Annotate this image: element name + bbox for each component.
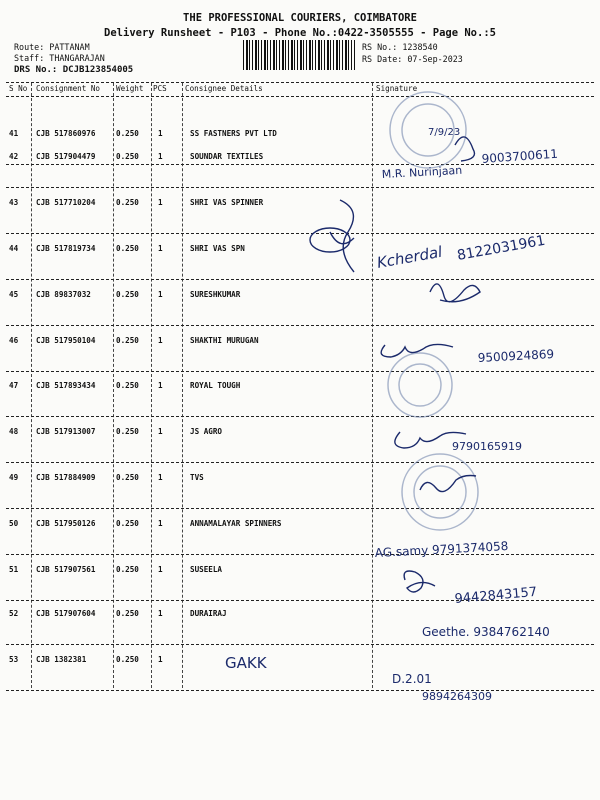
route-label: Route: PATTANAM bbox=[14, 42, 90, 52]
weight-cell: 0.250 bbox=[116, 244, 139, 253]
pcs-cell: 1 bbox=[158, 655, 163, 664]
consignee-cell: DURAIRAJ bbox=[190, 609, 227, 618]
handwritten-name: GAKK bbox=[225, 654, 267, 672]
consignment-cell: CJB 517860976 bbox=[36, 129, 96, 138]
consignee-cell: SHAKTHI MURUGAN bbox=[190, 336, 259, 345]
pcs-cell: 1 bbox=[158, 519, 163, 528]
rs-number: RS No.: 1238540 bbox=[362, 42, 438, 52]
signature-scribble bbox=[404, 571, 435, 592]
consignee-cell: SS FASTNERS PVT LTD bbox=[190, 129, 277, 138]
handwritten-phone: 9790165919 bbox=[452, 440, 522, 453]
sno-cell: 44 bbox=[9, 244, 19, 253]
row-rule bbox=[6, 279, 594, 280]
drs-number: DRS No.: DCJB123854005 bbox=[14, 65, 134, 75]
pcs-cell: 1 bbox=[158, 244, 163, 253]
rs-date: RS Date: 07-Sep-2023 bbox=[362, 54, 463, 64]
consignment-cell: CJB 517913007 bbox=[36, 427, 96, 436]
col-header-consignment: Consignment No bbox=[36, 84, 101, 93]
consignment-cell: CJB 1382381 bbox=[36, 655, 87, 664]
weight-cell: 0.250 bbox=[116, 565, 139, 574]
pcs-cell: 1 bbox=[158, 129, 163, 138]
row-rule bbox=[6, 554, 594, 555]
pcs-cell: 1 bbox=[158, 381, 163, 390]
sno-cell: 43 bbox=[9, 198, 19, 207]
col-header-sno: S No bbox=[9, 84, 28, 93]
signature-scribble bbox=[381, 344, 453, 357]
handwritten-phone: 9894264309 bbox=[422, 690, 492, 703]
consignment-cell: CJB 517904479 bbox=[36, 152, 96, 161]
pcs-cell: 1 bbox=[158, 565, 163, 574]
weight-cell: 0.250 bbox=[116, 129, 139, 138]
row-rule bbox=[6, 164, 594, 165]
col-header-consignee: Consignee Details bbox=[185, 84, 263, 93]
consignment-cell: CJB 89837032 bbox=[36, 290, 91, 299]
handwritten-phone: 9500924869 bbox=[477, 347, 555, 365]
delivery-stamp bbox=[388, 353, 452, 417]
signature-scribble bbox=[420, 476, 476, 492]
handwritten-name-phone: AG.samy 9791374058 bbox=[374, 539, 509, 560]
consignee-cell: TVS bbox=[190, 473, 204, 482]
weight-cell: 0.250 bbox=[116, 336, 139, 345]
consignment-cell: CJB 517950104 bbox=[36, 336, 96, 345]
company-title: THE PROFESSIONAL COURIERS, COIMBATORE bbox=[183, 12, 417, 24]
sno-cell: 49 bbox=[9, 473, 19, 482]
row-rule bbox=[6, 462, 594, 463]
handwritten-name-phone: Geethe. 9384762140 bbox=[422, 625, 550, 639]
pcs-cell: 1 bbox=[158, 473, 163, 482]
pcs-cell: 1 bbox=[158, 336, 163, 345]
col-divider bbox=[182, 83, 183, 688]
sno-cell: 48 bbox=[9, 427, 19, 436]
consignee-cell: ANNAMALAYAR SPINNERS bbox=[190, 519, 282, 528]
row-rule bbox=[6, 508, 594, 509]
handwritten-phone: 8122031961 bbox=[455, 232, 547, 264]
col-header-signature: Signature bbox=[376, 84, 418, 93]
row-rule bbox=[6, 187, 594, 188]
row-rule bbox=[6, 371, 594, 372]
weight-cell: 0.250 bbox=[116, 198, 139, 207]
sno-cell: 50 bbox=[9, 519, 19, 528]
col-divider bbox=[113, 83, 114, 688]
consignee-cell: SHRI VAS SPN bbox=[190, 244, 245, 253]
pcs-cell: 1 bbox=[158, 427, 163, 436]
col-divider bbox=[151, 83, 152, 688]
col-header-weight: Weight bbox=[116, 84, 144, 93]
barcode bbox=[243, 40, 355, 70]
weight-cell: 0.250 bbox=[116, 473, 139, 482]
weight-cell: 0.250 bbox=[116, 519, 139, 528]
col-header-pcs: PCS bbox=[153, 84, 167, 93]
runsheet-subtitle: Delivery Runsheet - P103 - Phone No.:0422-3505555 - Page No.:5 bbox=[104, 27, 496, 39]
row-rule bbox=[6, 644, 594, 645]
consignment-cell: CJB 517819734 bbox=[36, 244, 96, 253]
staff-label: Staff: THANGARAJAN bbox=[14, 53, 105, 63]
consignment-cell: CJB 517710204 bbox=[36, 198, 96, 207]
sno-cell: 42 bbox=[9, 152, 19, 161]
weight-cell: 0.250 bbox=[116, 609, 139, 618]
sno-cell: 46 bbox=[9, 336, 19, 345]
sno-cell: 51 bbox=[9, 565, 19, 574]
handwritten-phone: 9003700611 bbox=[481, 146, 559, 166]
circled-mark bbox=[310, 228, 350, 252]
signature-scribble bbox=[395, 432, 466, 448]
col-divider bbox=[372, 83, 373, 688]
consignment-cell: CJB 517907604 bbox=[36, 609, 96, 618]
row-rule bbox=[6, 600, 594, 601]
pcs-cell: 1 bbox=[158, 609, 163, 618]
row-rule bbox=[6, 416, 594, 417]
table-top-rule bbox=[6, 82, 594, 83]
weight-cell: 0.250 bbox=[116, 655, 139, 664]
handwritten-date: 7/9/23 bbox=[428, 127, 461, 138]
sno-cell: 41 bbox=[9, 129, 19, 138]
sno-cell: 53 bbox=[9, 655, 19, 664]
handwritten-note: D.2.01 bbox=[392, 672, 432, 686]
signature-scribble bbox=[430, 284, 480, 302]
sno-cell: 45 bbox=[9, 290, 19, 299]
consignment-cell: CJB 517893434 bbox=[36, 381, 96, 390]
weight-cell: 0.250 bbox=[116, 427, 139, 436]
col-divider bbox=[31, 83, 32, 688]
consignee-cell: SUSEELA bbox=[190, 565, 223, 574]
delivery-stamp bbox=[390, 92, 466, 168]
sno-cell: 47 bbox=[9, 381, 19, 390]
consignee-cell: SURESHKUMAR bbox=[190, 290, 241, 299]
consignment-cell: CJB 517907561 bbox=[36, 565, 96, 574]
consignee-cell: SHRI VAS SPINNER bbox=[190, 198, 264, 207]
row-rule bbox=[6, 325, 594, 326]
consignment-cell: CJB 517950126 bbox=[36, 519, 96, 528]
header-rule bbox=[6, 96, 594, 97]
consignee-cell: SOUNDAR TEXTILES bbox=[190, 152, 264, 161]
signature-scribble bbox=[455, 137, 475, 161]
delivery-stamp bbox=[402, 454, 478, 530]
handwritten-name: M.R. Nurinjaan bbox=[381, 163, 463, 181]
sno-cell: 52 bbox=[9, 609, 19, 618]
weight-cell: 0.250 bbox=[116, 290, 139, 299]
row-rule bbox=[6, 233, 594, 234]
handwritten-phone: 9442843157 bbox=[454, 584, 538, 607]
consignee-cell: JS AGRO bbox=[190, 427, 223, 436]
consignee-cell: ROYAL TOUGH bbox=[190, 381, 241, 390]
pcs-cell: 1 bbox=[158, 198, 163, 207]
handwritten-name: Kcherdal bbox=[375, 242, 444, 272]
row-rule bbox=[6, 690, 594, 691]
signature-scribble bbox=[330, 200, 354, 272]
weight-cell: 0.250 bbox=[116, 381, 139, 390]
weight-cell: 0.250 bbox=[116, 152, 139, 161]
consignment-cell: CJB 517884909 bbox=[36, 473, 96, 482]
pcs-cell: 1 bbox=[158, 290, 163, 299]
pcs-cell: 1 bbox=[158, 152, 163, 161]
